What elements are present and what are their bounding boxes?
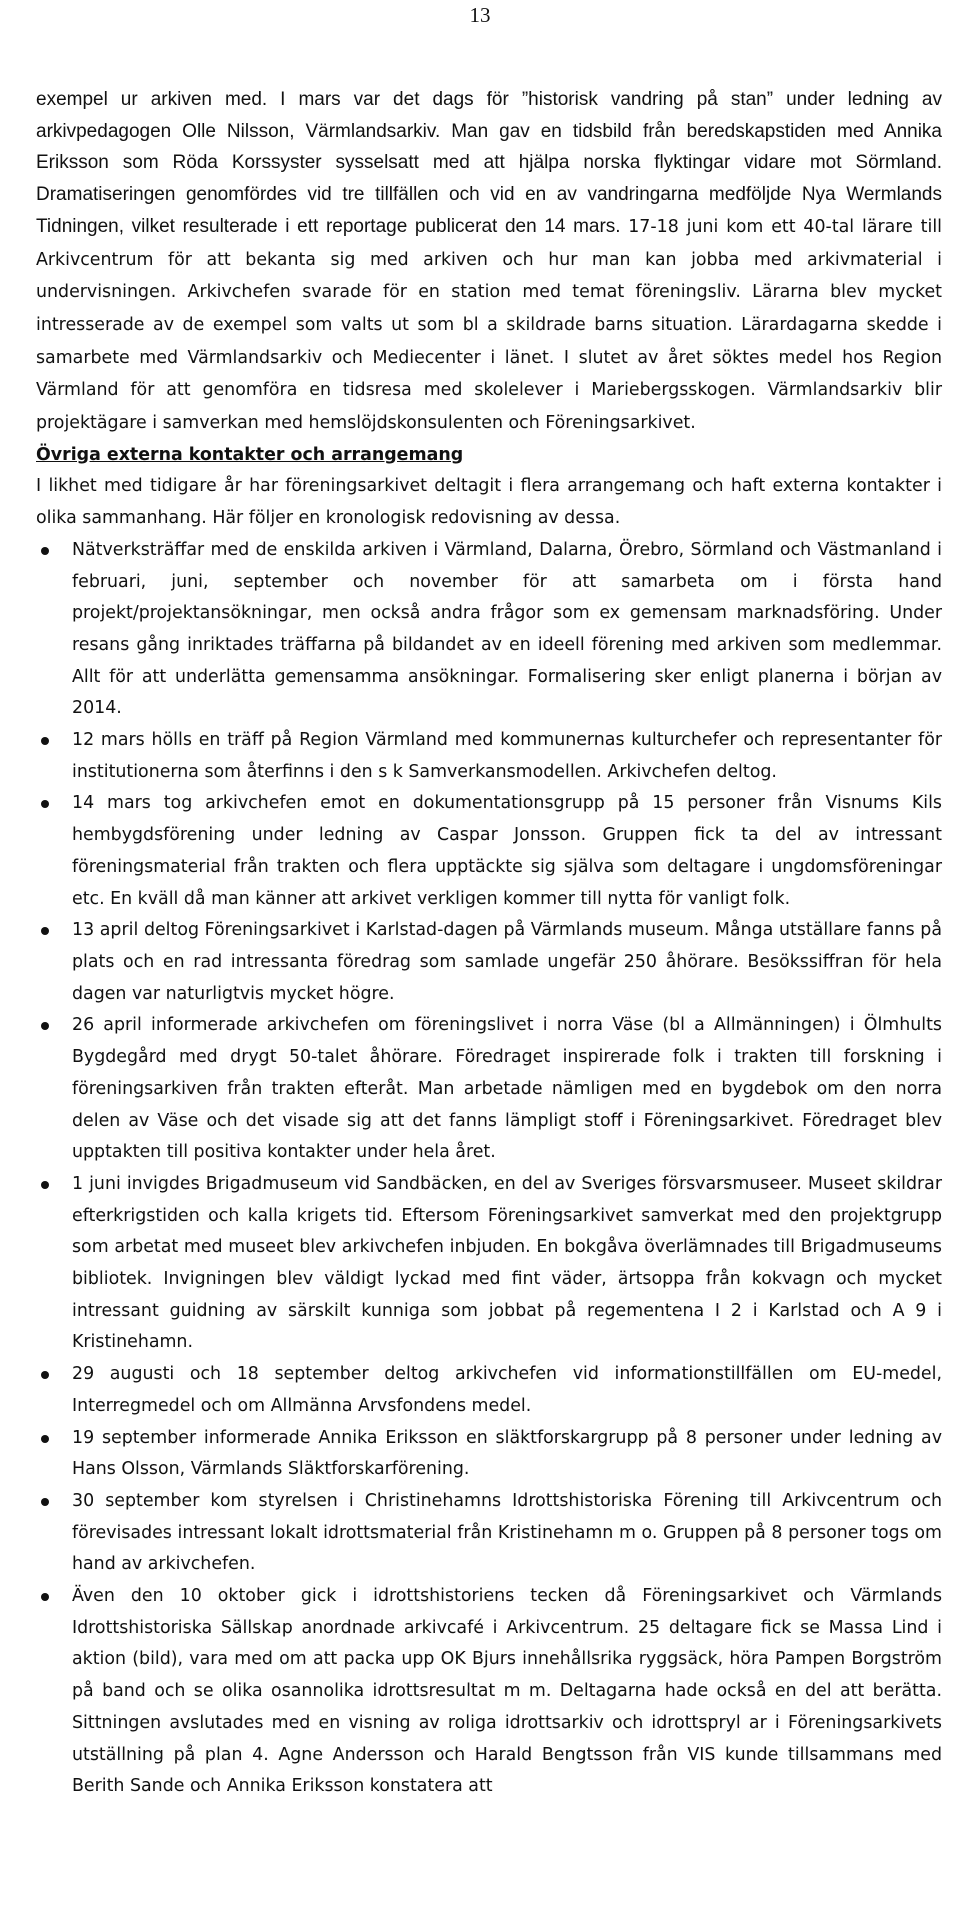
list-item xyxy=(36,1423,942,1486)
intro-text-part-2: 17-18 juni kom ett 40-tal lärare till Arkivcentrum för att bekanta sig med arkiven och hur man kan jobba med arkivmaterial i undervisningen. Arkivchefen svarade för en station med temat föreningsliv. Lärarna blev mycket intresserade av de exempel som valts ut som bl a skildrade barns situation. Lärardagarna skedde i samarbete med Värmlandsarkiv och Mediecenter i länet. I slutet av året söktes medel hos Region Värmland för att genomföra en tidsresa med skolelever i Mariebergsskogen. Värmlandsarkiv blir projektägare i samverkan med hemslöjdskonsulenten och Föreningsarkivet. xyxy=(36,216,942,434)
list-item xyxy=(36,788,942,915)
bullet-icon xyxy=(41,1022,49,1030)
section-heading: Övriga externa kontakter och arrangemang xyxy=(36,444,464,465)
document-body xyxy=(36,84,942,1803)
list-item xyxy=(36,1581,942,1803)
bullet-icon xyxy=(41,800,49,808)
list-item-text: 26 april informerade arkivchefen om föreningslivet i norra Väse (bl a Allmänningen) i Ölmhults Bygdegård med drygt 50-talet åhörare. Föredraget inspirerade folk i trakten till forskning i föreningsarkiven från trakten efteråt. Man arbetade nämligen med en bygdebok om den norra delen av Väse och det visade sig att det fanns lämpligt stoff i Föreningsarkivet. Föredraget blev upptakten till positiva kontakter under hela året. xyxy=(72,1015,942,1163)
bullet-icon xyxy=(41,547,49,555)
list-item xyxy=(36,1486,942,1581)
list-item-text: Nätverksträffar med de enskilda arkiven i Värmland, Dalarna, Örebro, Sörmland och Västmanland i februari, juni, september och november för att samarbeta om i första hand projekt/projektansökningar, men också andra frågor som ex gemensam marknadsföring. Under resans gång inriktades träffarna på bildandet av en ideell förening med arkiven som medlemmar. Allt för att underlätta gemensamma ansökningar. Formalisering sker enligt planerna i början av 2014. xyxy=(72,539,942,719)
list-item xyxy=(36,1010,942,1169)
list-item xyxy=(36,1359,942,1422)
list-item-text: Även den 10 oktober gick i idrottshistoriens tecken då Föreningsarkivet och Värmlands Idrottshistoriska Sällskap anordnade arkivcafé i Arkivcentrum. 25 deltagare fick se Massa Lind i aktion (bild), vara med om att packa upp OK Bjurs innehållsrika ryggsäck, höra Pampen Borgström på band och se olika osannolika idrottsresultat m m. Deltagarna hade också en del att berätta. Sittningen avslutades med en visning av roliga idrottsarkiv och idrottspryl ar i Föreningsarkivets utställning på plan 4. Agne Andersson och Harald Bengtsson från VIS kunde tillsammans med Berith Sande och Annika Eriksson konstatera att xyxy=(72,1586,942,1797)
list-item xyxy=(36,725,942,788)
bullet-icon xyxy=(41,1593,49,1601)
bullet-icon xyxy=(41,737,49,745)
list-item xyxy=(36,1169,942,1359)
list-item-text: 12 mars hölls en träff på Region Värmland med kommunernas kulturchefer och representanter för institutionerna som återfinns i den s k Samverkansmodellen. Arkivchefen deltog. xyxy=(72,730,942,782)
bullet-icon xyxy=(41,927,49,935)
list-item-text: 13 april deltog Föreningsarkivet i Karlstad-dagen på Värmlands museum. Många utställare fanns på plats och en rad intressanta föredrag som samlade ungefär 250 åhörare. Besökssiffran för hela dagen var naturligtvis mycket högre. xyxy=(72,920,942,1004)
list-item xyxy=(36,915,942,1010)
bullet-icon xyxy=(41,1371,49,1379)
list-item-text: 29 augusti och 18 september deltog arkivchefen vid informationstillfällen om EU-medel, Interregmedel och om Allmänna Arvsfondens medel. xyxy=(72,1364,942,1416)
list-item xyxy=(36,535,942,725)
events-list xyxy=(36,535,942,1803)
list-item-text: 14 mars tog arkivchefen emot en dokumentationsgrupp på 15 personer från Visnums Kils hembygdsförening under ledning av Caspar Jonsson. Gruppen fick ta del av intressant föreningsmaterial från trakten och flera upptäckte sig själva som deltagare i ungdomsföreningar etc. En kväll då man känner att arkivet verkligen kommer till nytta för vanligt folk. xyxy=(72,793,942,909)
list-item-text: 30 september kom styrelsen i Christinehamns Idrottshistoriska Förening till Arkivcentrum och förevisades intressant lokalt idrottsmaterial från Kristinehamn m o. Gruppen på 8 personer togs om hand av arkivchefen. xyxy=(72,1490,942,1575)
section-intro: I likhet med tidigare år har föreningsarkivet deltagit i flera arrangemang och haft externa kontakter i olika sammanhang. Här följer en kronologisk redovisning av dessa. xyxy=(36,476,942,529)
intro-paragraph xyxy=(36,84,942,440)
intro-text-part-1: exempel ur arkiven med. I mars var det dags för ”historisk vandring på stan” under ledning av arkivpedagogen Olle Nilsson, Värmlandsarkiv. Man gav en tidsbild från beredskapstiden med Annika Eriksson som Röda Korssyster sysselsatt med att hjälpa norska flyktingar vidare mot Sörmland. Dramatiseringen genomfördes vid tre tillfällen och vid en av vandringarna medföljde Nya Wermlands Tidningen, vilket resulterade i ett reportage publicerat den 14 mars. xyxy=(36,89,942,237)
list-item-text: 1 juni invigdes Brigadmuseum vid Sandbäcken, en del av Sveriges försvarsmuseer. Museet skildrar efterkrigstiden och kalla krigets tid. Eftersom Föreningsarkivet samverkat med den projektgrupp som arbetat med museet blev arkivchefen inbjuden. En bokgåva överlämnades till Brigadmuseums bibliotek. Invigningen blev väldigt lyckad med fint väder, ärtsoppa från kokvagn och mycket intressant guidning av särskilt kunniga som jobbat på regementena I 2 i Karlstad och A 9 i Kristinehamn. xyxy=(72,1173,942,1353)
bullet-icon xyxy=(41,1498,49,1506)
bullet-icon xyxy=(41,1181,49,1189)
list-item-text: 19 september informerade Annika Eriksson en släktforskargrupp på 8 personer under ledning av Hans Olsson, Värmlands Släktforskarförening. xyxy=(72,1427,942,1480)
bullet-icon xyxy=(41,1435,49,1443)
page-number: 13 xyxy=(469,3,491,27)
